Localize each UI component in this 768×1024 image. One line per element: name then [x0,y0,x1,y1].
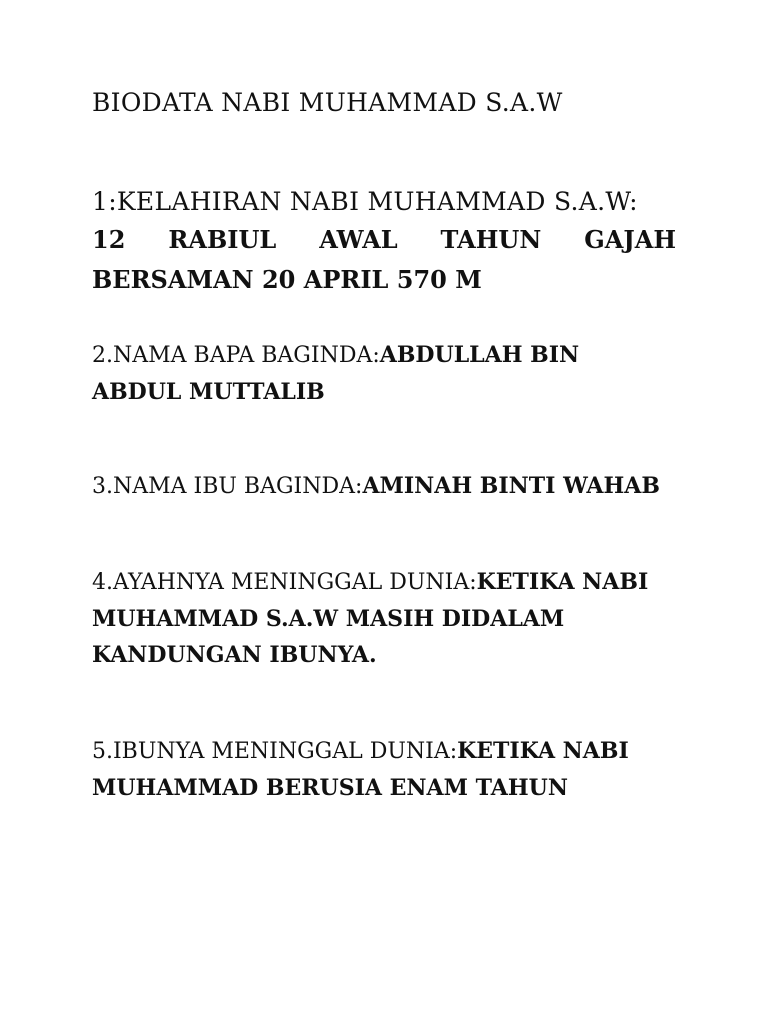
mother-death-label: 5.IBUNYA MENINGGAL DUNIA: [92,739,458,764]
father-death-label: 4.AYAHNYA MENINGGAL DUNIA: [92,570,477,595]
biodata-item-father [92,337,676,410]
birth-label: 1:KELAHIRAN NABI MUHAMMAD S.A.W: [92,187,638,216]
father-death-value-line-1: KETIKA NABI [476,569,649,595]
biodata-item-birth [92,184,676,300]
biodata-item-mother-death [92,733,676,806]
mother-death-value-line-2: MUHAMMAD BERUSIA ENAM TAHUN [92,775,568,801]
biodata-item-mother [92,468,676,505]
document-title: BIODATA NABI MUHAMMAD S.A.W [92,88,563,117]
father-value-line-2: ABDUL MUTTALIB [92,379,325,405]
birth-value-line-2: BERSAMAN 20 APRIL 570 M [92,265,482,294]
father-label: 2.NAMA BAPA BAGINDA: [92,343,380,368]
mother-value: AMINAH BINTI WAHAB [362,473,660,499]
father-death-value-line-2: MUHAMMAD S.A.W MASIH DIDALAM [92,606,565,632]
biodata-item-father-death [92,564,676,673]
father-death-value-line-3: KANDUNGAN IBUNYA. [92,642,377,668]
father-value-line-1: ABDULLAH BIN [379,342,580,368]
mother-label: 3.NAMA IBU BAGINDA: [92,474,363,499]
mother-death-value-line-1: KETIKA NABI [457,738,629,764]
birth-value-line-1: 12 RABIUL AWAL TAHUN GAJAH [92,225,676,254]
